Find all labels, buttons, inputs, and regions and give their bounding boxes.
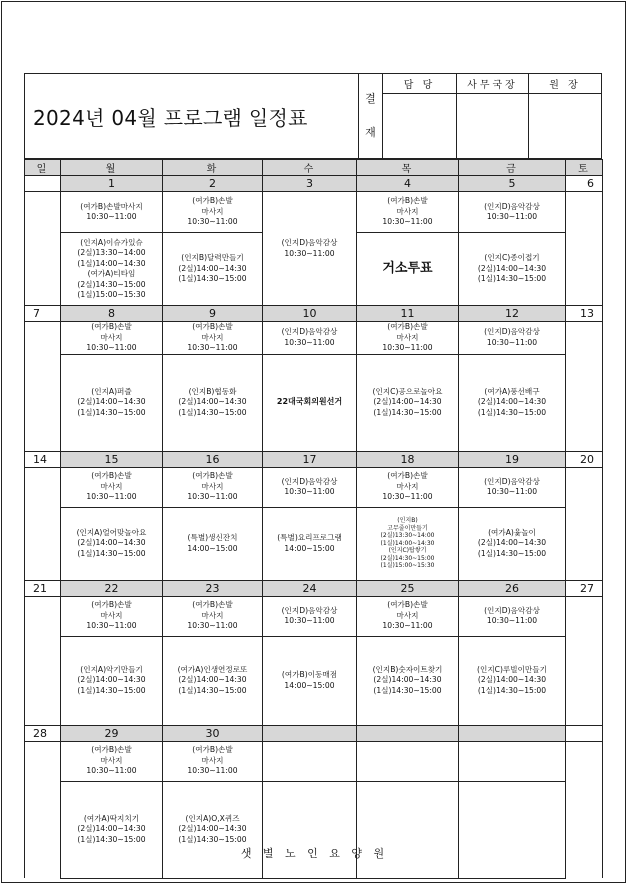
date-cell: 12 [459, 306, 566, 322]
afternoon-program [25, 354, 61, 451]
approval-label-top: 결 [365, 92, 376, 105]
afternoon-program: (인지B) 고무줄이만들기 (2실)13:30~14:00 (1실)14:00~14:30 (인지C)탑쌓기 (2실)14:30~15:00 (1실)15:00~15:30 [357, 507, 459, 580]
date-cell: 3 [263, 176, 357, 192]
afternoon-program: (인지A)얼어맞놀아요 (2실)14:00~14:30 (1실)14:30~15:00 [61, 507, 163, 580]
afternoon-program [263, 781, 357, 878]
weekday-2: 화 [163, 160, 263, 176]
date-cell: 11 [357, 306, 459, 322]
morning-program: (인지D)음악감상 10:30~11:00 [263, 322, 357, 355]
calendar-grid [24, 159, 602, 879]
date-cell: 18 [357, 451, 459, 467]
date-cell: 1 [61, 176, 163, 192]
date-cell: 26 [459, 580, 566, 596]
morning-program [566, 596, 603, 636]
week-3-morning [25, 467, 603, 507]
morning-program: (인지D)음악감상 10:30~11:00 [263, 192, 357, 306]
week-3-afternoon [25, 507, 603, 580]
weekday-6: 토 [566, 160, 603, 176]
afternoon-program [566, 507, 603, 580]
afternoon-program: (여가A)윷놀이 (2실)14:00~14:30 (1실)14:30~15:00 [459, 507, 566, 580]
date-cell: 9 [163, 306, 263, 322]
weekday-3: 수 [263, 160, 357, 176]
afternoon-program: (인지A)이슈가있슈 (2실)13:30~14:00 (1실)14:00~14:30 (여가A)티타임 (2실)14:30~15:00 (1실)15:00~15:30 [61, 233, 163, 306]
afternoon-program: (인지C)종이접기 (2실)14:00~14:30 (1실)14:30~15:00 [459, 233, 566, 306]
afternoon-program: (인지C)공으로놀아요 (2실)14:00~14:30 (1실)14:30~15:00 [357, 354, 459, 451]
morning-program: (여가B)손발 마사지 10:30~11:00 [61, 741, 163, 781]
approval-header-manager: 담 당 [383, 74, 456, 94]
morning-program [566, 741, 603, 781]
afternoon-program: (인지B)달력만들기 (2실)14:00~14:30 (1실)14:30~15:00 [163, 233, 263, 306]
date-cell: 27 [566, 580, 603, 596]
afternoon-program: (여가B)이동매점 14:00~15:00 [263, 636, 357, 725]
approval-label [359, 74, 383, 158]
weekday-header-row [25, 160, 603, 176]
morning-program [25, 741, 61, 781]
week-5-afternoon [25, 781, 603, 878]
morning-program [357, 741, 459, 781]
date-cell: 20 [566, 451, 603, 467]
week-1-dates [25, 176, 603, 192]
morning-program: (여가B)손발 마사지 10:30~11:00 [61, 596, 163, 636]
morning-program [459, 741, 566, 781]
weekday-0: 일 [25, 160, 61, 176]
afternoon-program: (특별)요리프로그램 14:00~15:00 [263, 507, 357, 580]
page-title: 2024년 04월 프로그램 일정표 [25, 74, 359, 158]
morning-program: (여가B)손발 마사지 10:30~11:00 [61, 322, 163, 355]
approval-label-bottom: 재 [365, 126, 376, 139]
morning-program: (인지D)음악감상 10:30~11:00 [263, 467, 357, 507]
date-cell: 13 [566, 306, 603, 322]
date-cell [357, 725, 459, 741]
date-cell [25, 176, 61, 192]
date-cell: 6 [566, 176, 603, 192]
date-cell [263, 725, 357, 741]
morning-program: (여가B)손발 마사지 10:30~11:00 [163, 741, 263, 781]
date-cell: 28 [25, 725, 61, 741]
date-cell: 25 [357, 580, 459, 596]
date-cell: 17 [263, 451, 357, 467]
date-cell: 21 [25, 580, 61, 596]
date-cell: 8 [61, 306, 163, 322]
morning-program: (여가B)손발 마사지 10:30~11:00 [357, 596, 459, 636]
date-cell [566, 725, 603, 741]
afternoon-program [25, 507, 61, 580]
morning-program: (여가B)손발마사지 10:30~11:00 [61, 192, 163, 233]
approval-box-manager [383, 74, 457, 158]
date-cell: 30 [163, 725, 263, 741]
week-4-dates [25, 580, 603, 596]
date-cell: 5 [459, 176, 566, 192]
afternoon-program: (인지C)루빌이만들기 (2실)14:00~14:30 (1실)14:30~15:00 [459, 636, 566, 725]
week-4-morning [25, 596, 603, 636]
weekday-5: 금 [459, 160, 566, 176]
afternoon-program: (인지A)악기만들기 (2실)14:00~14:30 (1실)14:30~15:00 [61, 636, 163, 725]
afternoon-program: (여가A)풍선배구 (2실)14:00~14:30 (1실)14:30~15:00 [459, 354, 566, 451]
afternoon-program [25, 233, 61, 306]
morning-program [25, 192, 61, 233]
morning-program: (여가B)손발 마사지 10:30~11:00 [357, 322, 459, 355]
morning-program: (여가B)손발 마사지 10:30~11:00 [163, 596, 263, 636]
date-cell: 29 [61, 725, 163, 741]
morning-program [566, 322, 603, 355]
afternoon-program [459, 781, 566, 878]
date-cell: 16 [163, 451, 263, 467]
morning-program: (인지D)음악감상 10:30~11:00 [459, 596, 566, 636]
afternoon-program [357, 781, 459, 878]
weekday-1: 월 [61, 160, 163, 176]
morning-program: (여가B)손발 마사지 10:30~11:00 [163, 192, 263, 233]
date-cell: 24 [263, 580, 357, 596]
week-4-afternoon [25, 636, 603, 725]
document-header [24, 73, 602, 159]
morning-program [566, 192, 603, 233]
morning-program [263, 741, 357, 781]
afternoon-program: (인지B)숫자이트찾기 (2실)14:00~14:30 (1실)14:30~15:00 [357, 636, 459, 725]
afternoon-program: (인지B)협동화 (2실)14:00~14:30 (1실)14:30~15:00 [163, 354, 263, 451]
afternoon-program: (특별)생신잔치 14:00~15:00 [163, 507, 263, 580]
date-cell: 19 [459, 451, 566, 467]
afternoon-program: (여가A)딱지치기 (2실)14:00~14:30 (1실)14:30~15:00 [61, 781, 163, 878]
morning-program: (여가B)손발 마사지 10:30~11:00 [357, 467, 459, 507]
approval-box-secretary [457, 74, 529, 158]
date-cell: 15 [61, 451, 163, 467]
afternoon-program: (여가A)인생연정로또 (2실)14:00~14:30 (1실)14:30~15:00 [163, 636, 263, 725]
morning-program: (인지D)음악감상 10:30~11:00 [263, 596, 357, 636]
approval-header-director: 원 장 [529, 74, 601, 94]
date-cell: 7 [25, 306, 61, 322]
afternoon-program: (인지A)퍼즐 (2실)14:00~14:30 (1실)14:30~15:00 [61, 354, 163, 451]
date-cell: 22 [61, 580, 163, 596]
afternoon-program: 거소투표 [357, 233, 459, 306]
date-cell: 23 [163, 580, 263, 596]
date-cell: 4 [357, 176, 459, 192]
morning-program: (여가B)손발 마사지 10:30~11:00 [163, 322, 263, 355]
morning-program [25, 322, 61, 355]
week-2-dates [25, 306, 603, 322]
afternoon-program: (인지A)O,X퀴즈 (2실)14:00~14:30 (1실)14:30~15:00 [163, 781, 263, 878]
week-2-afternoon [25, 354, 603, 451]
weekday-4: 목 [357, 160, 459, 176]
date-cell: 14 [25, 451, 61, 467]
afternoon-program [25, 781, 61, 878]
week-3-dates [25, 451, 603, 467]
afternoon-program [566, 636, 603, 725]
afternoon-program [566, 781, 603, 878]
date-cell: 2 [163, 176, 263, 192]
week-2-morning [25, 322, 603, 355]
afternoon-program [566, 233, 603, 306]
week-5-morning [25, 741, 603, 781]
afternoon-program [25, 636, 61, 725]
morning-program: (여가B)손발 마사지 10:30~11:00 [357, 192, 459, 233]
footer-org-name: 샛 별 노 인 요 양 원 [240, 847, 389, 860]
calendar-table [24, 159, 603, 879]
approval-header-secretary: 사무국장 [457, 74, 528, 94]
afternoon-program [566, 354, 603, 451]
afternoon-program: 22대국회의원선거 [263, 354, 357, 451]
morning-program: (인지D)음악감상 10:30~11:00 [459, 467, 566, 507]
morning-program [25, 596, 61, 636]
approval-box-director [529, 74, 601, 158]
date-cell: 10 [263, 306, 357, 322]
morning-program: (인지D)음악감상 10:30~11:00 [459, 322, 566, 355]
morning-program [25, 467, 61, 507]
morning-program: (인지D)음악감상 10:30~11:00 [459, 192, 566, 233]
week-1-morning [25, 192, 603, 233]
week-5-dates [25, 725, 603, 741]
morning-program [566, 467, 603, 507]
morning-program: (여가B)손발 마사지 10:30~11:00 [163, 467, 263, 507]
date-cell [459, 725, 566, 741]
morning-program: (여가B)손발 마사지 10:30~11:00 [61, 467, 163, 507]
